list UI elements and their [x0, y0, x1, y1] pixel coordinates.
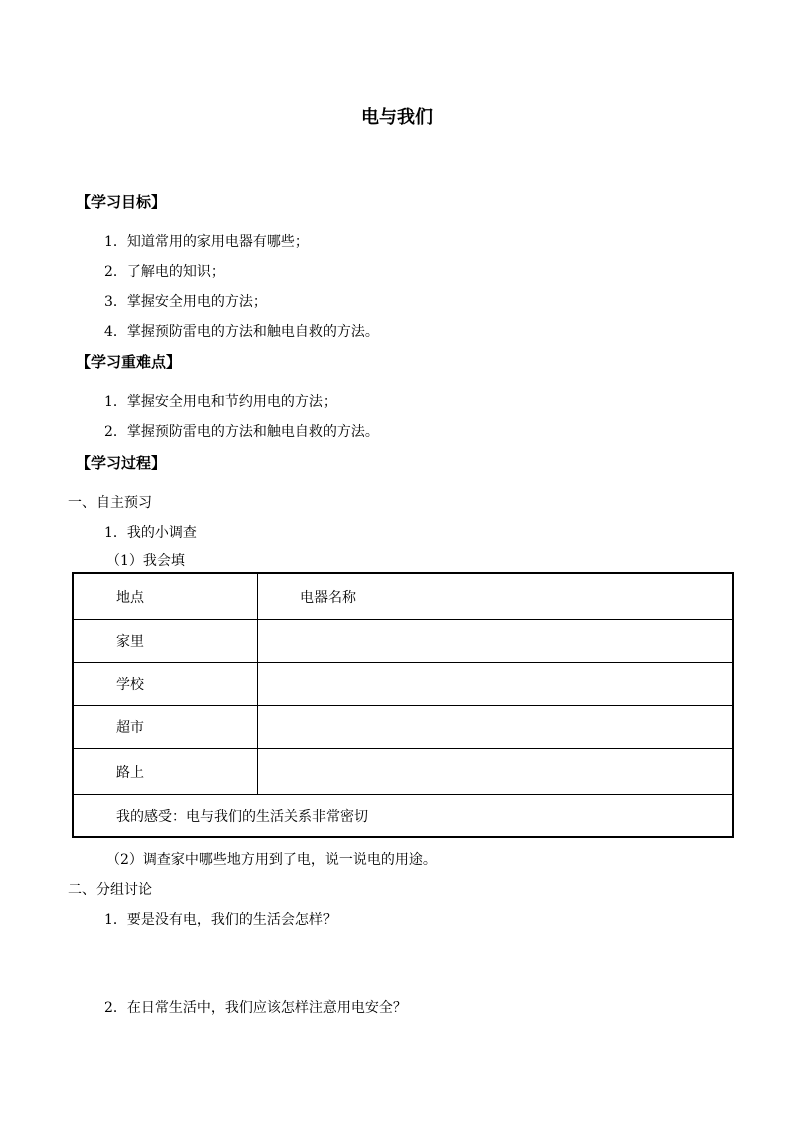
survey-fill-label: （1）我会填	[106, 553, 185, 569]
keypoints-heading: 【学习重难点】	[76, 353, 182, 371]
goal-item-4: 4．掌握预防雷电的方法和触电自救的方法。	[104, 324, 379, 340]
table-feeling-row	[74, 795, 732, 836]
header-appliances: 电器名称	[300, 589, 356, 606]
place-cell: 家里	[74, 620, 258, 662]
goals-heading: 【学习目标】	[76, 193, 167, 211]
keypoint-item-1: 1．掌握安全用电和节约用电的方法；	[104, 394, 337, 410]
feeling-cell: 我的感受：电与我们的生活关系非常密切	[116, 808, 368, 825]
goal-item-2: 2．了解电的知识；	[104, 264, 225, 280]
table-header-row	[74, 574, 732, 620]
page-title: 电与我们	[361, 107, 433, 128]
header-place: 地点	[74, 574, 258, 619]
table-row	[74, 663, 732, 706]
discussion-question-1: 1．要是没有电，我们的生活会怎样？	[104, 912, 337, 928]
appliance-cell[interactable]	[258, 706, 732, 748]
goal-item-1: 1．知道常用的家用电器有哪些；	[104, 234, 309, 250]
table-row	[74, 706, 732, 749]
appliance-cell[interactable]	[258, 663, 732, 705]
appliance-cell[interactable]	[258, 620, 732, 662]
part1-title: 一、自主预习	[68, 495, 152, 511]
survey-usage-label: （2）调查家中哪些地方用到了电，说一说电的用途。	[106, 852, 437, 868]
table-row	[74, 749, 732, 795]
survey-title: 1．我的小调查	[104, 525, 197, 541]
discussion-question-2: 2．在日常生活中，我们应该怎样注意用电安全？	[104, 1000, 407, 1016]
place-cell: 学校	[74, 663, 258, 705]
process-heading: 【学习过程】	[76, 454, 167, 472]
table-row	[74, 620, 732, 663]
place-cell: 路上	[74, 749, 258, 794]
part2-title: 二、分组讨论	[68, 882, 152, 898]
appliance-cell[interactable]	[258, 749, 732, 794]
place-cell: 超市	[74, 706, 258, 748]
survey-table	[72, 572, 734, 838]
goal-item-3: 3．掌握安全用电的方法；	[104, 294, 267, 310]
keypoint-item-2: 2．掌握预防雷电的方法和触电自救的方法。	[104, 424, 379, 440]
